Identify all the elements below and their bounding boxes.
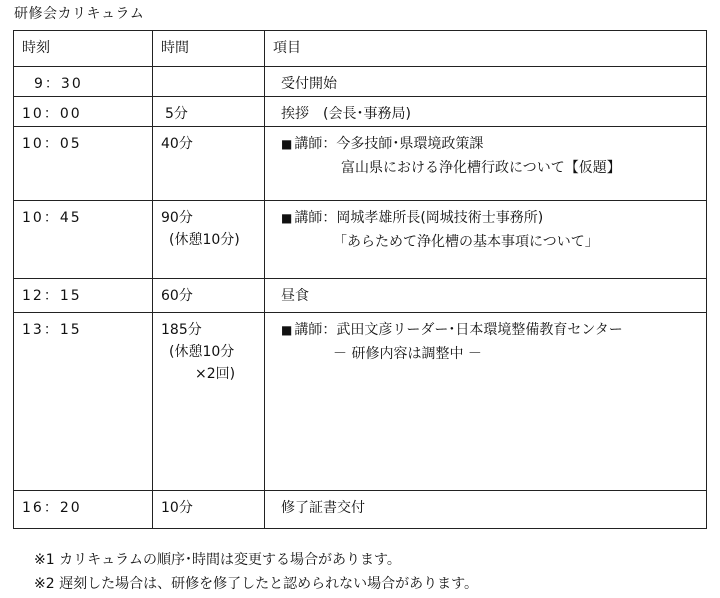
row-duration: 90分	[161, 210, 193, 226]
cell-item	[265, 201, 707, 279]
table-row	[14, 127, 707, 201]
cell-item	[265, 491, 707, 529]
footnote-2: ※2 遅刻した場合は、研修を修了したと認められない場合があります。	[34, 576, 478, 592]
cell-time	[14, 313, 153, 491]
cell-item	[265, 313, 707, 491]
cell-time	[14, 491, 153, 529]
cell-duration	[153, 127, 265, 201]
row-duration-break: (休憩10分)	[169, 232, 240, 248]
row-duration: 10分	[161, 500, 193, 516]
row-item: 昼食	[281, 288, 309, 304]
table-row	[14, 279, 707, 313]
row-duration-break: (休憩10分	[169, 344, 235, 360]
row-item: 講師：今多技師･県環境政策課	[294, 136, 484, 152]
table-row	[14, 67, 707, 97]
cell-duration	[153, 279, 265, 313]
row-duration-break-count: ×2回)	[195, 366, 236, 382]
square-bullet-icon: ■	[281, 323, 293, 337]
row-time: 13：15	[22, 322, 82, 338]
row-duration: 40分	[161, 136, 193, 152]
square-bullet-icon: ■	[281, 137, 293, 151]
header-item-label: 項目	[273, 40, 301, 56]
table-row	[14, 313, 707, 491]
cell-duration	[153, 313, 265, 491]
row-time: 16：20	[22, 500, 82, 516]
table-row	[14, 491, 707, 529]
row-duration: 60分	[161, 288, 193, 304]
row-item: 受付開始	[281, 76, 337, 92]
document-title: 研修会カリキュラム	[14, 6, 145, 22]
cell-item	[265, 279, 707, 313]
row-duration: 5分	[165, 106, 188, 122]
row-time: 9：30	[34, 76, 83, 92]
header-time-label: 時刻	[22, 40, 50, 56]
cell-time	[14, 279, 153, 313]
cell-item	[265, 67, 707, 97]
row-item: 挨拶 (会長･事務局)	[281, 106, 411, 122]
cell-time	[14, 201, 153, 279]
row-item-subtitle: － 研修内容は調整中 －	[333, 346, 482, 362]
footnote-1: ※1 カリキュラムの順序･時間は変更する場合があります。	[34, 552, 401, 568]
cell-time	[14, 127, 153, 201]
cell-duration	[153, 97, 265, 127]
table-row	[14, 97, 707, 127]
square-bullet-icon: ■	[281, 211, 293, 225]
row-duration: 185分	[161, 322, 202, 338]
table-row	[14, 201, 707, 279]
row-time: 10：05	[22, 136, 82, 152]
footnotes	[34, 548, 478, 596]
row-time: 12：15	[22, 288, 82, 304]
cell-duration	[153, 67, 265, 97]
row-item-lecturer	[273, 319, 698, 341]
header-duration-label: 時間	[161, 40, 189, 56]
cell-item	[265, 97, 707, 127]
row-item-lecturer	[273, 207, 698, 229]
row-time: 10：00	[22, 106, 82, 122]
curriculum-table	[13, 30, 707, 529]
row-item-subtitle: 「あらためて浄化槽の基本事項について」	[333, 234, 599, 250]
header-time	[14, 31, 153, 67]
row-item-subtitle: 富山県における浄化槽行政について【仮題】	[341, 160, 621, 176]
cell-duration	[153, 491, 265, 529]
cell-item	[265, 127, 707, 201]
table-header-row	[14, 31, 707, 67]
header-duration	[153, 31, 265, 67]
row-time: 10：45	[22, 210, 82, 226]
row-item: 修了証書交付	[281, 500, 365, 516]
cell-time	[14, 67, 153, 97]
row-item: 講師：武田文彦リーダー･日本環境整備教育センター	[294, 322, 623, 338]
row-item-lecturer	[273, 133, 698, 155]
cell-time	[14, 97, 153, 127]
row-item: 講師：岡城孝雄所長(岡城技術士事務所)	[294, 210, 544, 226]
cell-duration	[153, 201, 265, 279]
header-item	[265, 31, 707, 67]
